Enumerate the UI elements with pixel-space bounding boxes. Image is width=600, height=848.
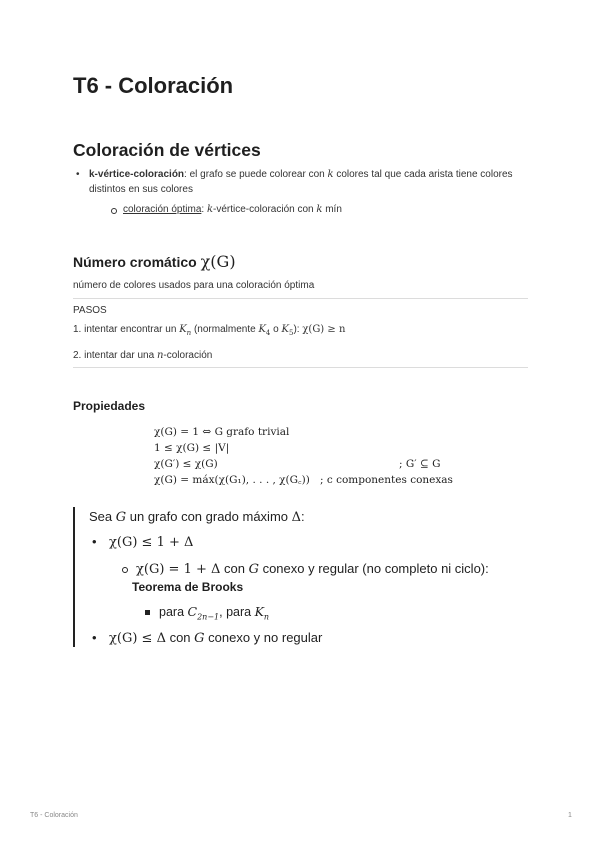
page-title: T6 - Coloración bbox=[73, 73, 234, 98]
math-K: K bbox=[179, 324, 187, 335]
chromatic-heading-text: Número cromático bbox=[73, 254, 197, 270]
step-text: -coloración bbox=[163, 350, 213, 361]
math-K: K bbox=[258, 324, 266, 335]
definition-text: colores tal que cada arista tiene colores distintos en sus colores bbox=[89, 169, 513, 195]
properties-heading: Propiedades bbox=[73, 399, 146, 413]
callout-subbullet bbox=[124, 561, 489, 577]
list-item bbox=[73, 167, 533, 217]
footer-title: T6 - Coloración bbox=[30, 812, 78, 819]
math-delta: Δ bbox=[291, 510, 302, 525]
sub-text: mín bbox=[322, 204, 342, 215]
math-G: G bbox=[248, 562, 259, 577]
math-sub: n bbox=[263, 612, 270, 622]
bullet-text: con bbox=[165, 630, 195, 645]
math-k: k bbox=[316, 204, 323, 215]
step-number: 1. bbox=[73, 324, 82, 335]
step-text: ): bbox=[293, 324, 303, 335]
math-G: G bbox=[115, 510, 127, 525]
page-number: 1 bbox=[568, 812, 572, 819]
step-formula: χ(G) ≥ n bbox=[302, 324, 346, 335]
math-k: k bbox=[206, 204, 213, 215]
bullet-text: conexo y no regular bbox=[204, 630, 323, 645]
bullet-formula: χ(G) ≤ Δ bbox=[109, 631, 166, 646]
subsub-text: para bbox=[159, 605, 188, 619]
definition-term: k-vértice-coloración bbox=[89, 169, 185, 180]
property-condition: ; c componentes conexas bbox=[320, 474, 453, 486]
math-G: G bbox=[194, 631, 205, 646]
subbullet-text: conexo y regular (no completo ni ciclo): bbox=[258, 561, 489, 576]
math-k: k bbox=[327, 169, 334, 180]
colon: : bbox=[201, 204, 205, 215]
callout-box bbox=[73, 507, 535, 647]
chromatic-description: número de colores usados para una coloración óptima bbox=[73, 280, 315, 291]
property-formula: χ(G) = 1 ⇔ G grafo trivial bbox=[154, 426, 290, 438]
brooks-theorem-label: Teorema de Brooks bbox=[132, 580, 244, 594]
math-sub: 2n−1 bbox=[197, 612, 220, 622]
properties-list bbox=[154, 424, 454, 488]
callout-text: un grafo con grado máximo bbox=[126, 509, 292, 524]
callout-intro bbox=[89, 509, 305, 525]
property-formula: 1 ≤ χ(G) ≤ |V| bbox=[154, 442, 230, 454]
property-row bbox=[154, 456, 454, 472]
steps-label: PASOS bbox=[73, 305, 107, 316]
math-sub: 5 bbox=[289, 329, 294, 337]
math-K: K bbox=[281, 324, 289, 335]
subbullet-formula: χ(G) = 1 + Δ bbox=[136, 562, 221, 577]
math-C: C bbox=[187, 604, 198, 619]
divider bbox=[73, 367, 528, 368]
subbullet-text: con bbox=[220, 561, 249, 576]
sub-text: -vértice-coloración con bbox=[213, 204, 317, 215]
property-condition: ; G′ ⊆ G bbox=[399, 458, 441, 470]
callout-text: : bbox=[301, 509, 305, 524]
step-text: (normalmente bbox=[191, 324, 259, 335]
property-formula: χ(G) = máx(χ(G₁), . . . , χ(G꜀)) bbox=[154, 474, 310, 486]
definition-sublist bbox=[109, 202, 533, 217]
optimal-coloring-link[interactable]: coloración óptima bbox=[123, 204, 202, 215]
list-item bbox=[109, 202, 533, 217]
property-formula: χ(G′) ≤ χ(G) bbox=[154, 458, 218, 470]
step-number: 2. bbox=[73, 350, 82, 361]
callout-subsubbullet bbox=[147, 604, 269, 622]
steps-list bbox=[73, 322, 345, 370]
step-text: o bbox=[270, 324, 282, 335]
definition-text: : el grafo se puede colorear con bbox=[184, 169, 328, 180]
bullet-formula: χ(G) ≤ 1 + Δ bbox=[109, 535, 194, 550]
property-row bbox=[154, 472, 454, 488]
chromatic-symbol: χ(G) bbox=[200, 252, 236, 271]
step-text: intentar encontrar un bbox=[84, 324, 180, 335]
property-row bbox=[154, 440, 454, 456]
callout-bullet bbox=[95, 534, 193, 550]
subsub-text: , para bbox=[219, 605, 255, 619]
callout-text: Sea bbox=[89, 509, 116, 524]
divider bbox=[73, 298, 528, 299]
step-item bbox=[73, 322, 345, 341]
chromatic-heading bbox=[73, 252, 236, 271]
math-K: K bbox=[254, 604, 264, 619]
step-text: intentar dar una bbox=[84, 350, 157, 361]
definition-list bbox=[73, 167, 533, 217]
step-item bbox=[73, 348, 345, 363]
section-heading: Coloración de vértices bbox=[73, 140, 261, 160]
math-sub: 4 bbox=[265, 329, 271, 337]
math-n: n bbox=[156, 350, 164, 361]
callout-bullet bbox=[95, 630, 322, 646]
math-sub: n bbox=[186, 329, 192, 337]
property-row bbox=[154, 424, 454, 440]
